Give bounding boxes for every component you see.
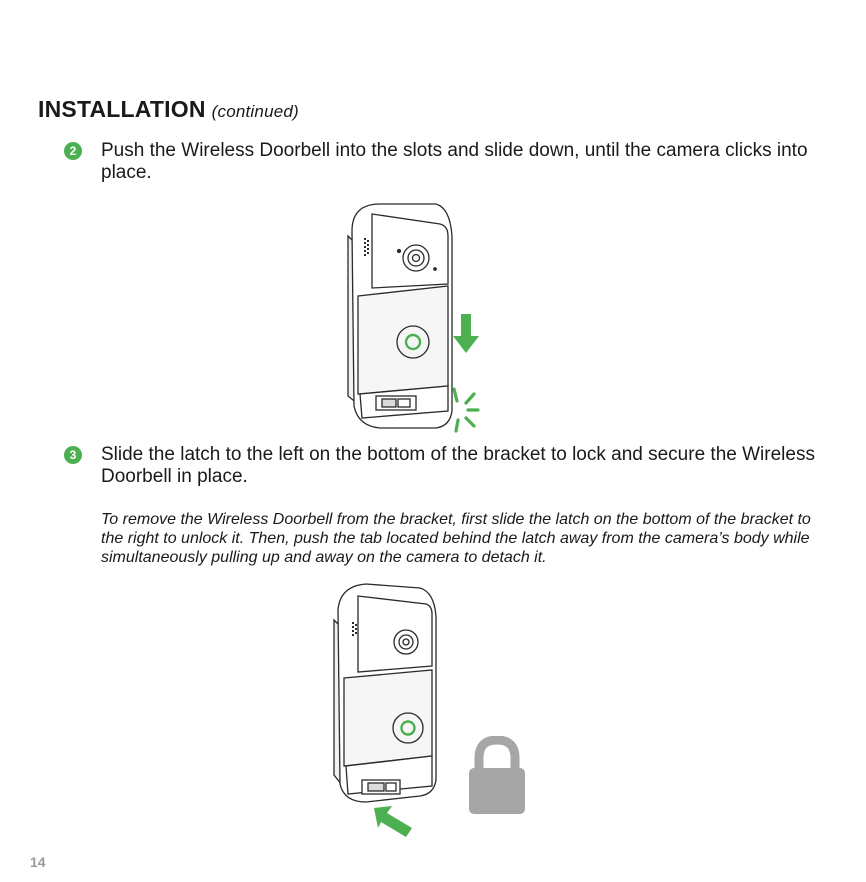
step-3	[64, 444, 844, 488]
title-continued: (continued)	[211, 102, 299, 121]
doorbell-latch-lock-illustration	[328, 580, 448, 825]
step-number-badge: 2	[64, 142, 82, 160]
down-arrow-icon	[452, 314, 480, 354]
title-text: INSTALLATION	[38, 96, 206, 122]
click-burst-icon	[448, 386, 482, 434]
step-text: Slide the latch to the left on the bottom of the bracket to lock and secure the Wireless Doorbell in place.	[101, 444, 815, 487]
page-title	[38, 96, 299, 123]
padlock-icon	[466, 736, 528, 816]
step-number-badge: 3	[64, 446, 82, 464]
step-2	[64, 140, 844, 184]
page-number: 14	[30, 854, 46, 870]
step-text: Push the Wireless Doorbell into the slots and slide down, until the camera clicks into place.	[101, 140, 808, 183]
removal-note: To remove the Wireless Doorbell from the bracket, first slide the latch on the bottom of the bracket to the right to unlock it. Then, push the tab located behind the latch away from the camera’s body while simultaneously pulling up and away on the camera to detach it.	[101, 511, 811, 566]
left-arrow-icon	[372, 804, 414, 840]
